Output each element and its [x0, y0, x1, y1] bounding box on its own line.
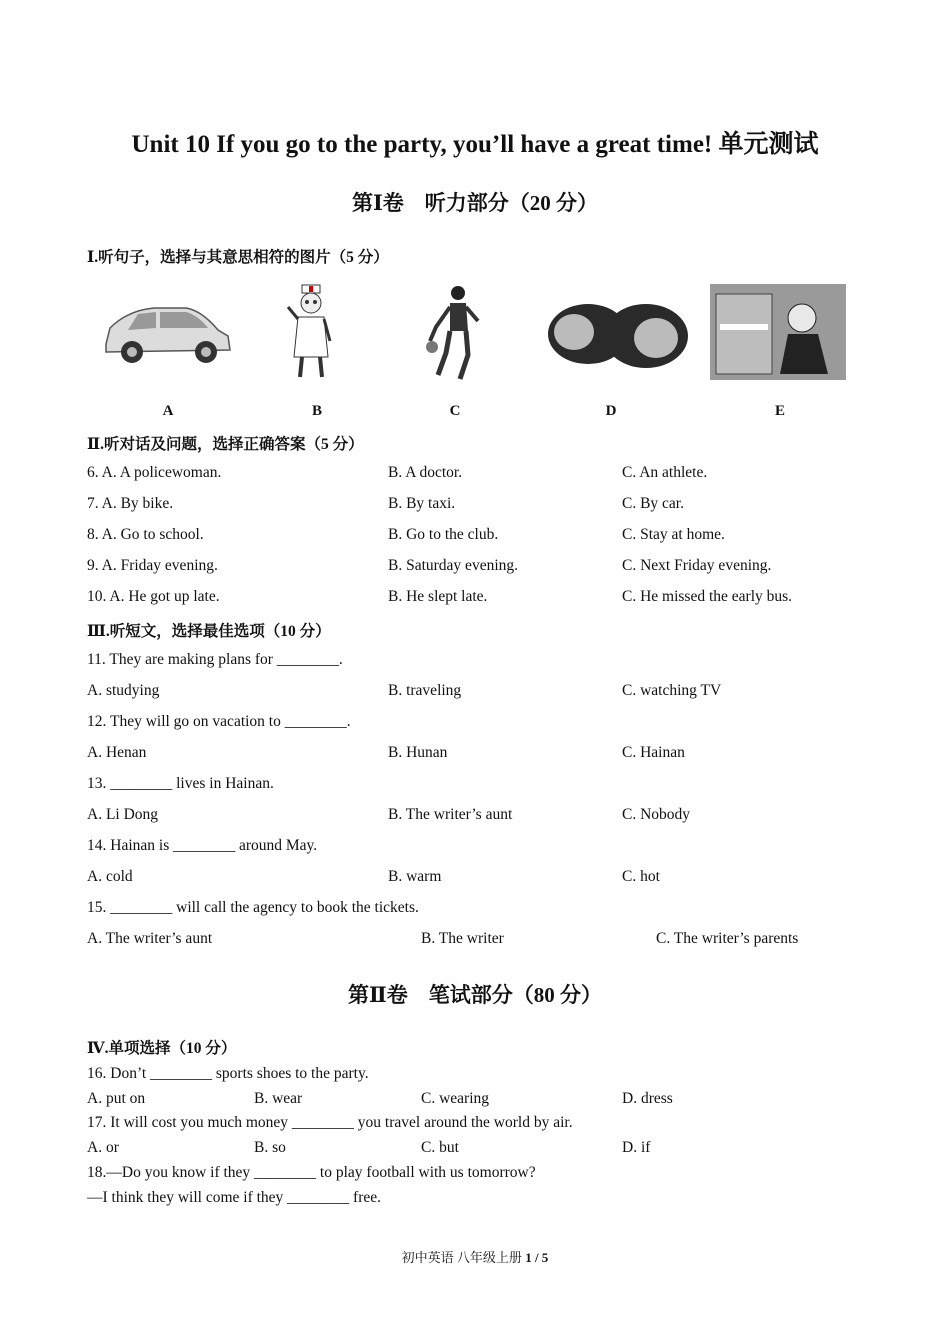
page-title: Unit 10 If you go to the party, you’ll have a great time! 单元测试: [131, 131, 819, 158]
q16-stem: 16. Don’t ________ sports shoes to the party.: [87, 1065, 369, 1082]
part-one-heading: 第Ⅰ卷 听力部分（20 分）: [351, 191, 599, 215]
doctor-icon: [280, 283, 342, 381]
q12-option-a: A. Henan: [87, 744, 147, 761]
q17-option-c: C. but: [421, 1139, 459, 1156]
q11-stem: 11. They are making plans for ________.: [87, 651, 343, 668]
page-footer: [0, 1247, 950, 1266]
q8-option-c: C. Stay at home.: [622, 526, 725, 543]
page-number: 1 / 5: [525, 1250, 549, 1265]
q13-option-c: C. Nobody: [622, 806, 691, 823]
q18-line-1: 18.—Do you know if they ________ to play football with us tomorrow?: [87, 1164, 536, 1181]
section-two-heading: Ⅱ.听对话及问题，选择正确答案（5 分）: [87, 436, 364, 453]
q13-option-a: A. Li Dong: [87, 806, 159, 823]
q13-stem: 13. ________ lives in Hainan.: [87, 775, 274, 792]
q12-option-c: C. Hainan: [622, 744, 685, 761]
part-two-heading: 第Ⅱ卷 笔试部分（80 分）: [348, 983, 602, 1007]
q8-option-a: 8. A. Go to school.: [87, 526, 204, 543]
q15-option-a: A. The writer’s aunt: [87, 930, 213, 947]
picture-label-a: A: [162, 403, 174, 419]
q12-stem: 12. They will go on vacation to ________.: [87, 713, 351, 730]
q10-option-c: C. He missed the early bus.: [622, 588, 793, 605]
section-one-heading: Ⅰ.听句子，选择与其意思相符的图片（5 分）: [87, 249, 389, 266]
q16-option-a: A. put on: [87, 1090, 146, 1107]
q9-option-b: B. Saturday evening.: [388, 557, 519, 574]
q17-option-d: D. if: [622, 1139, 651, 1156]
q16-option-d: D. dress: [622, 1090, 673, 1107]
q13-option-b: B. The writer’s aunt: [388, 806, 513, 823]
q16-option-b: B. wear: [254, 1090, 303, 1107]
q17-stem: 17. It will cost you much money ________ you travel around the world by air.: [87, 1114, 573, 1131]
q15-option-c: C. The writer’s parents: [656, 930, 799, 947]
pianist-icon: [710, 284, 846, 380]
picture-label-c: C: [449, 403, 461, 419]
q11-option-c: C. watching TV: [622, 682, 722, 699]
q6-option-a: 6. A. A policewoman.: [87, 464, 222, 481]
q10-option-a: 10. A. He got up late.: [87, 588, 220, 605]
q6-option-b: B. A doctor.: [388, 464, 463, 481]
q10-option-b: B. He slept late.: [388, 588, 488, 605]
q16-option-c: C. wearing: [421, 1090, 490, 1107]
q14-option-c: C. hot: [622, 868, 660, 885]
q14-stem: 14. Hainan is ________ around May.: [87, 837, 318, 854]
q7-option-c: C. By car.: [622, 495, 684, 512]
q9-option-a: 9. A. Friday evening.: [87, 557, 218, 574]
car-icon: [98, 292, 236, 372]
q7-option-a: 7. A. By bike.: [87, 495, 174, 512]
q7-option-b: B. By taxi.: [388, 495, 456, 512]
section-three-heading: Ⅲ.听短文，选择最佳选项（10 分）: [87, 623, 331, 640]
footer-text: 初中英语 八年级上册: [401, 1250, 526, 1265]
picture-label-e: E: [774, 403, 785, 419]
q17-option-b: B. so: [254, 1139, 286, 1156]
q18-line-2: —I think they will come if they ________ free.: [87, 1189, 382, 1206]
q11-option-b: B. traveling: [388, 682, 462, 699]
q9-option-c: C. Next Friday evening.: [622, 557, 772, 574]
mooncakes-icon: [544, 296, 692, 374]
q12-option-b: B. Hunan: [388, 744, 448, 761]
picture-label-d: D: [605, 403, 617, 419]
q15-option-b: B. The writer: [421, 930, 504, 947]
q14-option-a: A. cold: [87, 868, 133, 885]
q17-option-a: A. or: [87, 1139, 119, 1156]
picture-label-b: B: [311, 403, 322, 419]
q11-option-a: A. studying: [87, 682, 160, 699]
q15-stem: 15. ________ will call the agency to book the tickets.: [87, 899, 419, 916]
section-four-heading: Ⅳ.单项选择（10 分）: [87, 1040, 237, 1057]
basketball-player-icon: [420, 283, 490, 383]
q14-option-b: B. warm: [388, 868, 442, 885]
q8-option-b: B. Go to the club.: [388, 526, 499, 543]
q6-option-c: C. An athlete.: [622, 464, 708, 481]
